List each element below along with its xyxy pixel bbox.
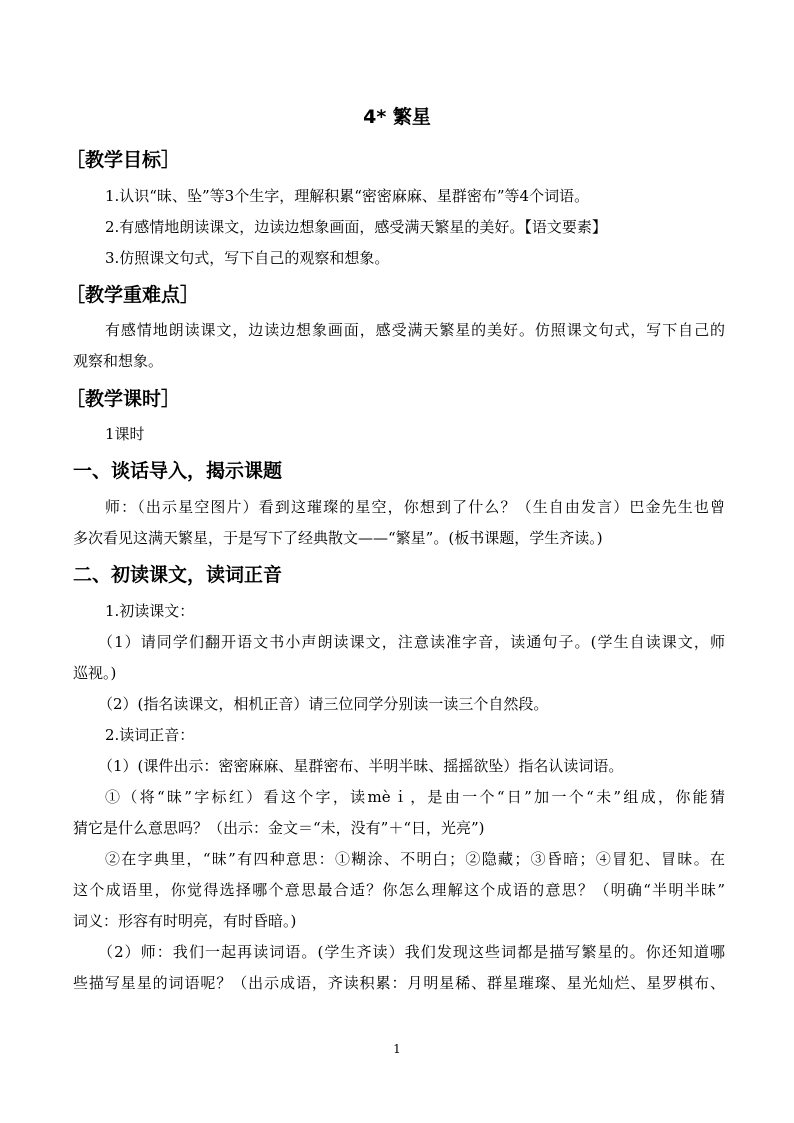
paragraph-line: 2.读词正音：: [105, 726, 195, 744]
paragraph-line: ①（将“昧”字标红）看这个字，读mèｉ，是由一个“日”加一个“未”组成，你能猜: [105, 788, 725, 806]
hours-text: 1课时: [105, 425, 145, 443]
paragraph-line: 些描写星星的词语呢？（出示成语，齐读积累：月明星稀、群星璀璨、星光灿烂、星罗棋布、: [73, 974, 725, 992]
goal-item: 3.仿照课文句式，写下自己的观察和想象。: [105, 249, 390, 267]
keypoints-heading: ［教学重难点］: [66, 284, 200, 306]
paragraph-line: （2）师：我们一起再读词语。(学生齐读）我们发现这些词都是描写繁星的。你还知道哪: [98, 943, 725, 961]
paragraph-line: 多次看见这满天繁星，于是写下了经典散文——“繁星”。(板书课题，学生齐读。): [73, 529, 603, 547]
goal-item: 2.有感情地朗读课文，边读边想象画面，感受满天繁星的美好。【语文要素】: [105, 218, 607, 236]
goal-item: 1.认识“昧、坠”等3个生字，理解积累“密密麻麻、星群密布”等4个词语。: [105, 187, 590, 205]
paragraph-line: ②在字典里，“昧”有四种意思：①糊涂、不明白；②隐藏；③昏暗；④冒犯、冒昧。在: [105, 850, 725, 868]
paragraph-line: （1）请同学们翻开语文书小声朗读课文，注意读准字音，读通句子。(学生自读课文，师: [98, 633, 725, 651]
paragraph-line: 巡视。): [73, 664, 117, 682]
goals-heading: ［教学目标］: [66, 149, 181, 171]
paragraph-line: （1）(课件出示：密密麻麻、星群密布、半明半昧、摇摇欲坠）指名认读词语。: [98, 757, 624, 775]
section-heading-part2: 二、初读课文，读词正音: [73, 564, 283, 586]
paragraph-line: 师：（出示星空图片）看到这璀璨的星空，你想到了什么？（生自由发言）巴金先生也曾: [105, 498, 725, 516]
keypoints-line: 有感情地朗读课文，边读边想象画面，感受满天繁星的美好。仿照课文句式，写下自己的: [105, 321, 725, 339]
keypoints-line: 观察和想象。: [73, 352, 164, 370]
paragraph-line: 1.初读课文：: [105, 602, 195, 620]
section-heading-part1: 一、谈话导入，揭示课题: [73, 460, 283, 482]
paragraph-line: （2）(指名读课文，相机正音）请三位同学分别读一读三个自然段。: [98, 695, 549, 713]
paragraph-line: 猜它是什么意思吗？（出示：金文＝“未，没有”＋“日，光亮”): [73, 819, 485, 837]
paragraph-line: 词义：形容有时明亮，有时昏暗。): [73, 912, 297, 930]
page-number: 1: [393, 1042, 401, 1056]
page-title: 4* 繁星: [363, 106, 431, 128]
hours-heading: ［教学课时］: [66, 388, 181, 410]
paragraph-line: 这个成语里，你觉得选择哪个意思最合适？你怎么理解这个成语的意思？（明确“半明半昧”: [73, 881, 725, 899]
